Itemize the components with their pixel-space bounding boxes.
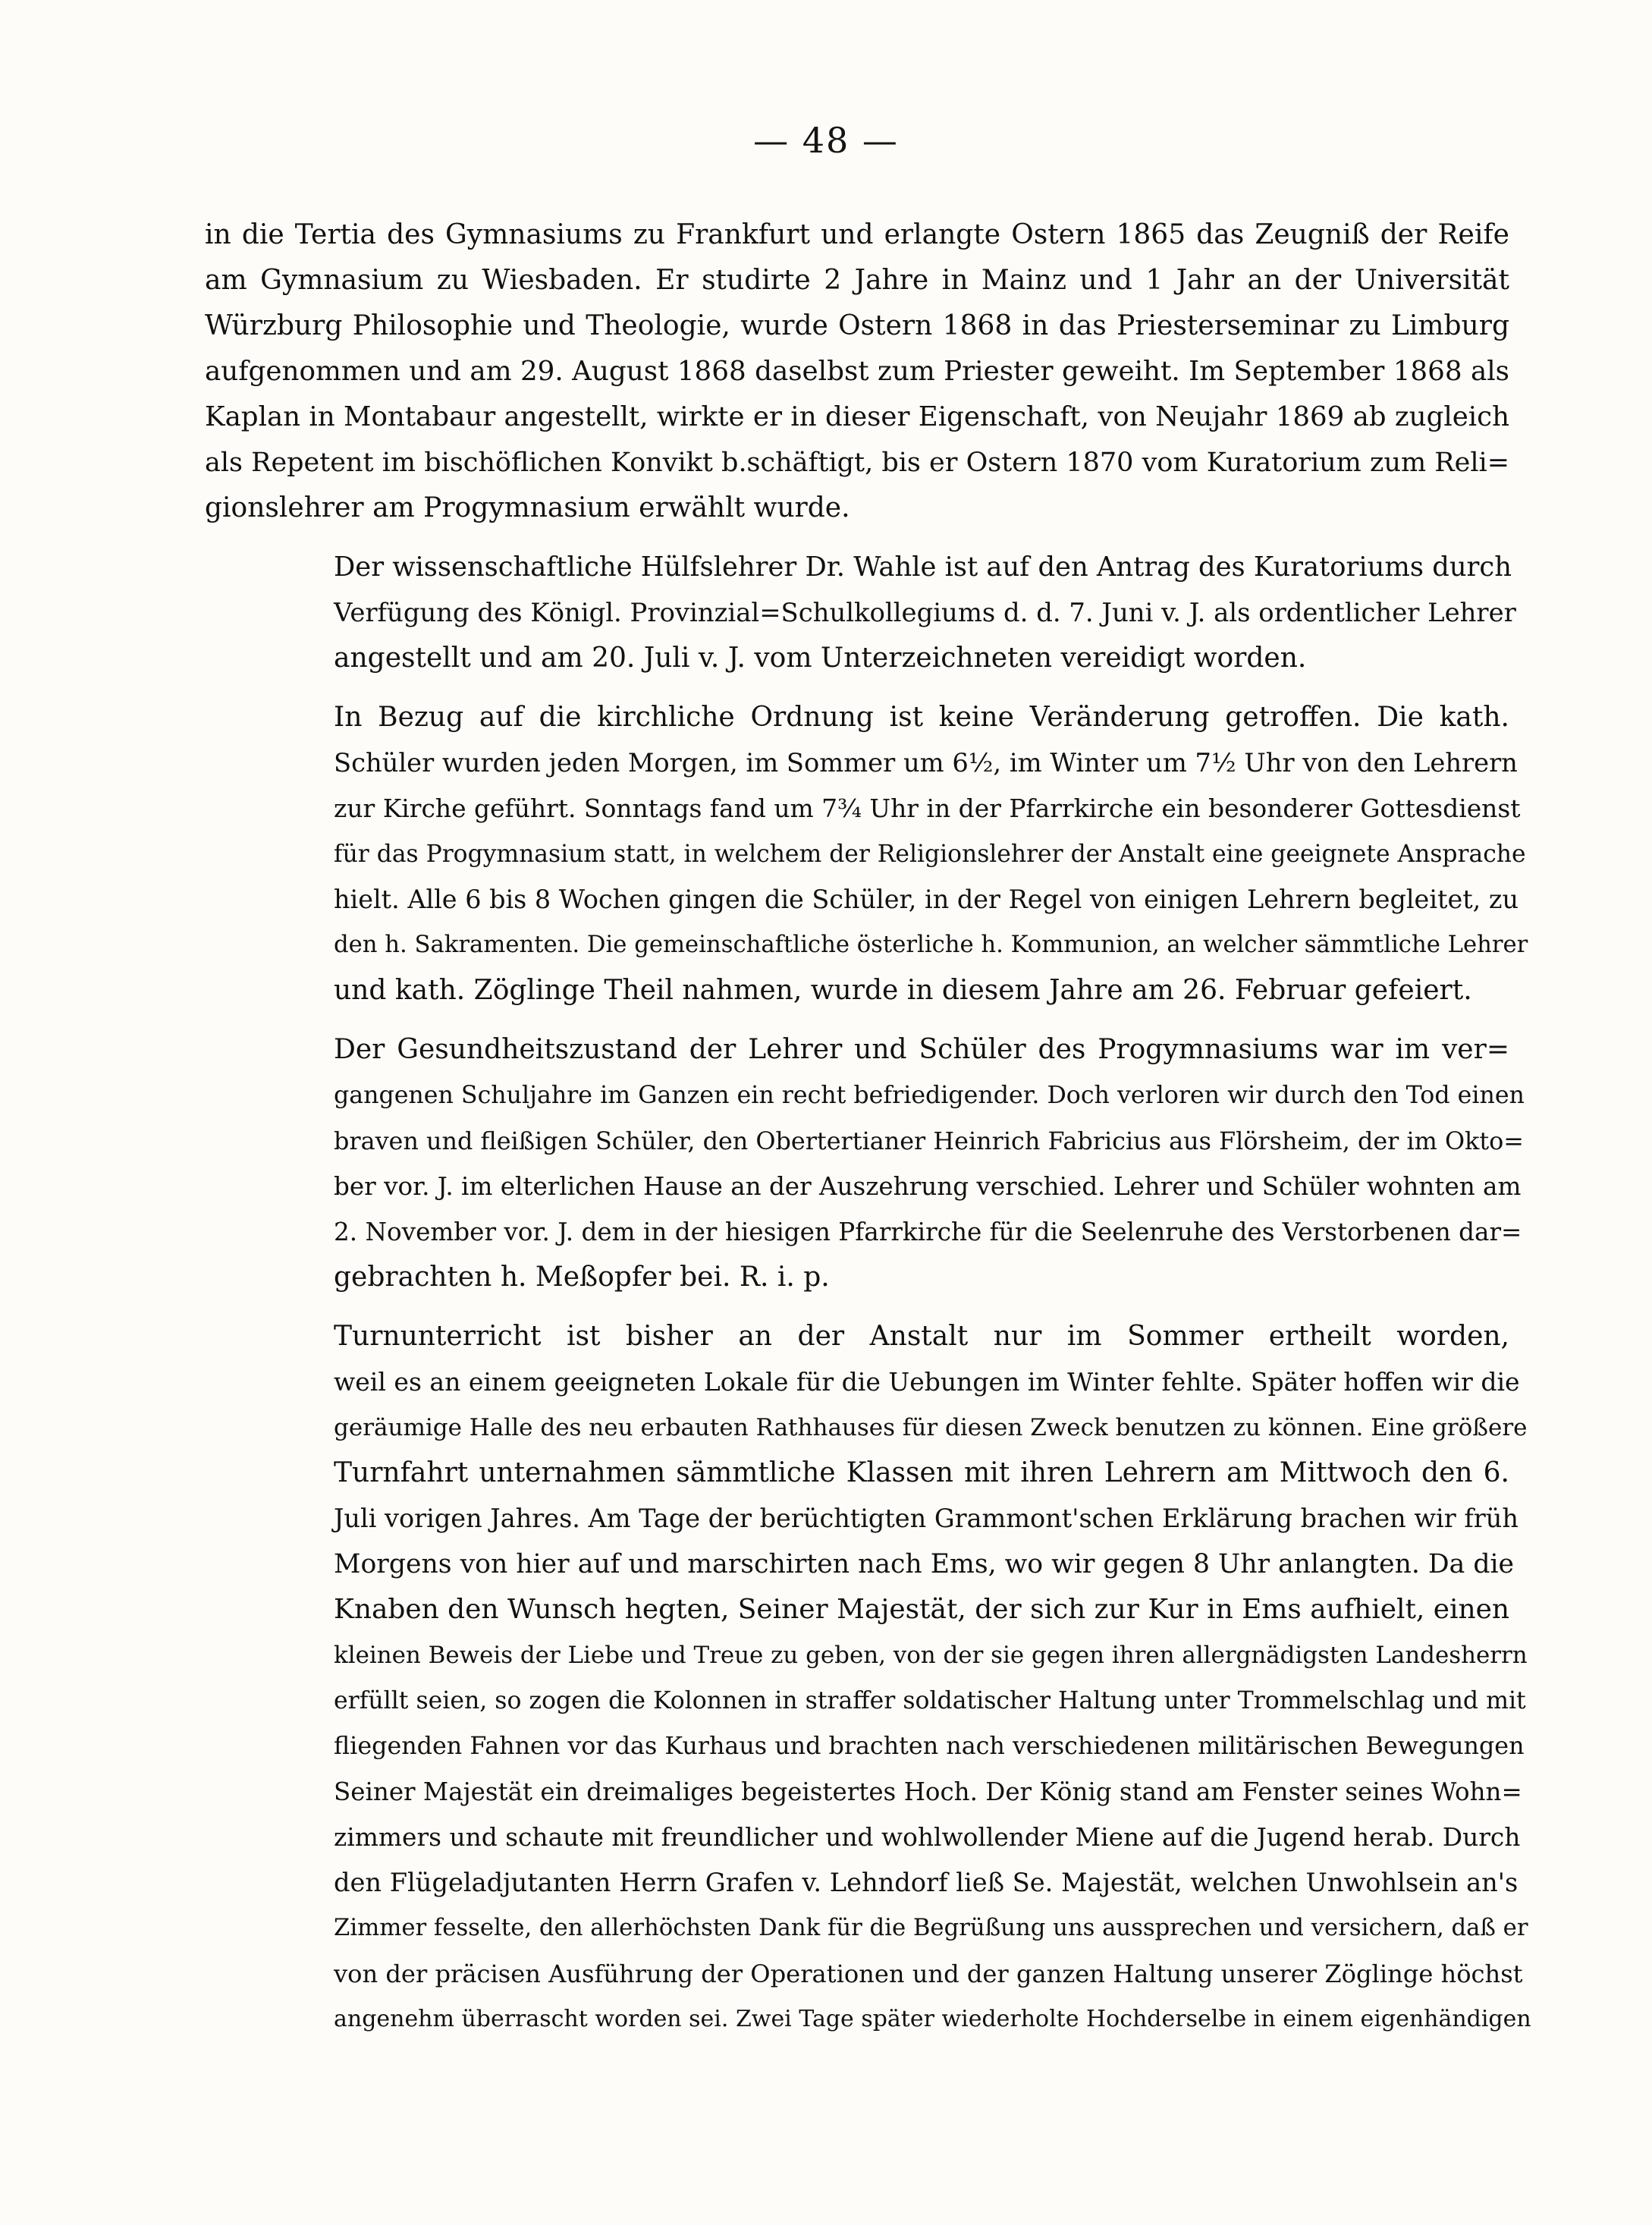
paragraph (205, 545, 1516, 681)
text-line: gionslehrer am Progymnasium erwählt wurde. (205, 492, 850, 523)
text-line: Turnunterricht ist bisher an der Anstalt nur im Sommer ertheilt worden, (334, 1321, 1509, 1352)
text-line: kleinen Beweis der Liebe und Treue zu geben, von der sie gegen ihren allergnädigsten Landesherrn (334, 1642, 1528, 1669)
text-line: Seiner Majestät ein dreimaliges begeistertes Hoch. Der König stand am Fenster seines Wohn= (334, 1777, 1522, 1806)
text-line: Der wissenschaftliche Hülfslehrer Dr. Wahle ist auf den Antrag des Kuratoriums durch (334, 552, 1512, 583)
text-line: für das Progymnasium statt, in welchem der Religionslehrer der Anstalt eine geeignete Ansprache (334, 841, 1526, 868)
text-line: 2. November vor. J. dem in der hiesigen Pfarrkirche für die Seelenruhe des Verstorbenen dar= (334, 1218, 1522, 1246)
page-number: — 48 — (753, 120, 899, 161)
text-line: in die Tertia des Gymnasiums zu Frankfurt und erlangte Ostern 1865 das Zeugniß der Reife (205, 219, 1509, 250)
text-line: Würzburg Philosophie und Theologie, wurde Ostern 1868 in das Priesterseminar zu Limburg (205, 310, 1509, 341)
paragraph (205, 212, 1509, 531)
body-text (205, 212, 1531, 2056)
text-line: Schüler wurden jeden Morgen, im Sommer um 6½, im Winter um 7½ Uhr von den Lehrern (334, 748, 1518, 778)
text-line: angenehm überrascht worden sei. Zwei Tage später wiederholte Hochderselbe in einem eigenhändigen (334, 2006, 1531, 2032)
text-line: angestellt und am 20. Juli v. J. vom Unterzeichneten vereidigt worden. (334, 643, 1307, 674)
text-line: hielt. Alle 6 bis 8 Wochen gingen die Schüler, in der Regel von einigen Lehrern begleitet, zu (334, 885, 1519, 914)
text-line: Turnfahrt unternahmen sämmtliche Klassen mit ihren Lehrern am Mittwoch den 6. (334, 1457, 1509, 1488)
text-line: Verfügung des Königl. Provinzial=Schulkollegiums d. d. 7. Juni v. J. als ordentlicher Lehrer (334, 598, 1516, 627)
text-line: In Bezug auf die kirchliche Ordnung ist keine Veränderung getroffen. Die kath. (334, 702, 1509, 733)
text-line: fliegenden Fahnen vor das Kurhaus und brachten nach verschiedenen militärischen Bewegungen (334, 1733, 1525, 1760)
text-line: den h. Sakramenten. Die gemeinschaftliche österliche h. Kommunion, an welcher sämmtliche Lehrer (334, 932, 1528, 958)
text-line: Zimmer fesselte, den allerhöchsten Dank für die Begrüßung uns aussprechen und versichern, daß er (334, 1915, 1528, 1941)
text-line: zimmers und schaute mit freundlicher und wohlwollender Miene auf die Jugend herab. Durch (334, 1823, 1521, 1852)
text-line: Juli vorigen Jahres. Am Tage der berüchtigten Grammont'schen Erklärung brachen wir früh (334, 1504, 1519, 1533)
paragraph (205, 1027, 1525, 1300)
text-line: Kaplan in Montabaur angestellt, wirkte er in dieser Eigenschaft, von Neujahr 1869 ab zugleich (205, 401, 1509, 432)
text-line: am Gymnasium zu Wiesbaden. Er studirte 2 Jahre in Mainz und 1 Jahr an der Universität (205, 265, 1509, 296)
text-line: Knaben den Wunsch hegten, Seiner Majestät, der sich zur Kur in Ems aufhielt, einen (334, 1594, 1509, 1625)
text-line: den Flügeladjutanten Herrn Grafen v. Lehndorf ließ Se. Majestät, welchen Unwohlsein an's (334, 1868, 1519, 1897)
text-line: als Repetent im bischöflichen Konvikt b.schäftigt, bis er Ostern 1870 vom Kuratorium zum Reli= (205, 448, 1509, 478)
paragraph (205, 695, 1528, 1014)
text-line: geräumige Halle des neu erbauten Rathhauses für diesen Zweck benutzen zu können. Eine größere (334, 1414, 1528, 1441)
text-line: zur Kirche geführt. Sonntags fand um 7¾ Uhr in der Pfarrkirche ein besonderer Gottesdienst (334, 794, 1521, 823)
text-line: aufgenommen und am 29. August 1868 daselbst zum Priester geweiht. Im September 1868 als (205, 356, 1509, 387)
text-line: gebrachten h. Meßopfer bei. R. i. p. (334, 1262, 830, 1293)
text-line: braven und fleißigen Schüler, den Obertertianer Heinrich Fabricius aus Flörsheim, der im Okto= (334, 1127, 1524, 1155)
text-line: von der präcisen Ausführung der Operationen und der ganzen Haltung unserer Zöglinge höchst (334, 1959, 1523, 1988)
text-line: Der Gesundheitszustand der Lehrer und Schüler des Progymnasiums war im ver= (334, 1034, 1509, 1065)
text-line: Morgens von hier auf und marschirten nach Ems, wo wir gegen 8 Uhr anlangten. Da die (334, 1549, 1515, 1579)
text-line: gangenen Schuljahre im Ganzen ein recht befriedigender. Doch verloren wir durch den Tod einen (334, 1082, 1525, 1109)
text-line: erfüllt seien, so zogen die Kolonnen in straffer soldatischer Haltung unter Trommelschlag und mit (334, 1687, 1526, 1714)
text-line: ber vor. J. im elterlichen Hause an der Auszehrung verschied. Lehrer und Schüler wohnten am (334, 1172, 1522, 1201)
text-line: weil es an einem geeigneten Lokale für die Uebungen im Winter fehlte. Später hoffen wir die (334, 1367, 1520, 1397)
text-line: und kath. Zöglinge Theil nahmen, wurde in diesem Jahre am 26. Februar gefeiert. (334, 975, 1472, 1006)
paragraph (205, 1314, 1531, 2042)
